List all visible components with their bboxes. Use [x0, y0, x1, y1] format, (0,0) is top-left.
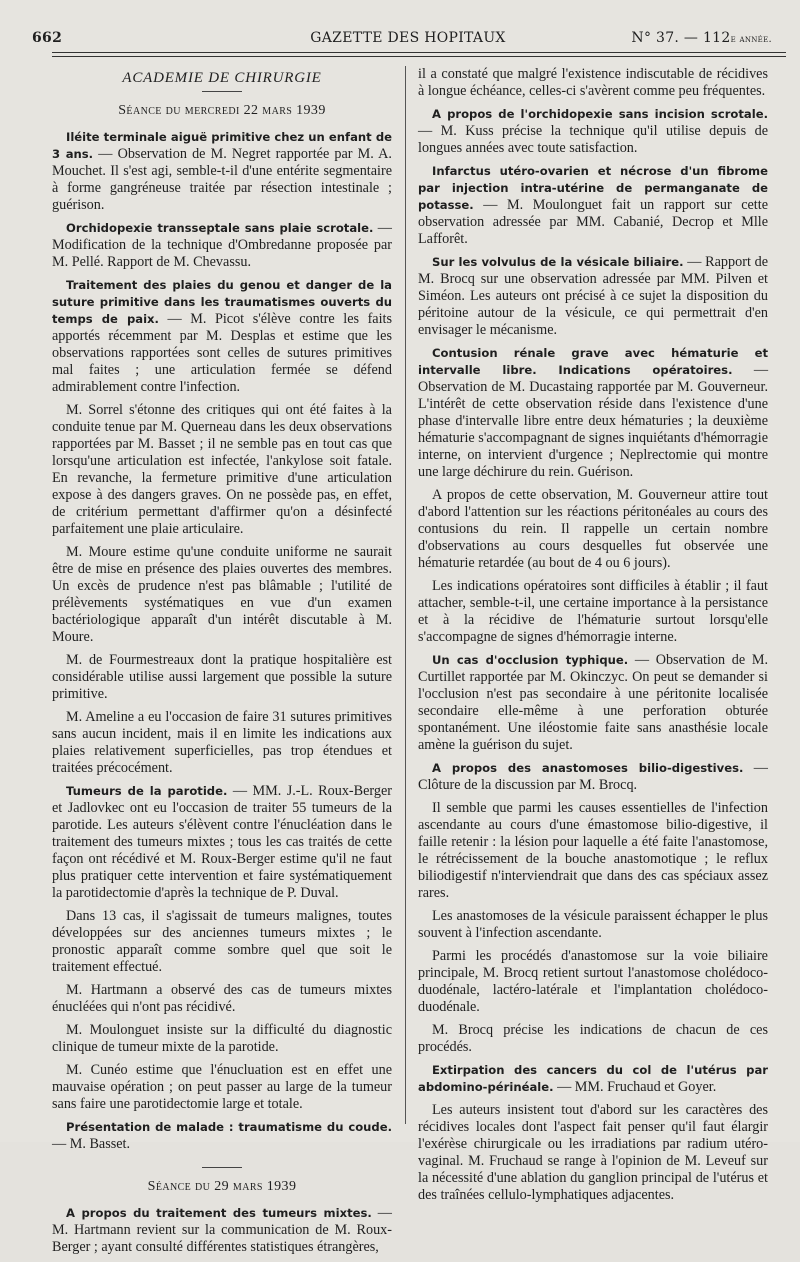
paragraph	[52, 220, 392, 271]
paragraph: Il semble que parmi les causes essentielles de l'infection ascendante au cours d'une émastomose bilio-digestive, il faille retenir : la lésion pour laquelle a été faite l'anastomose, le rétrécissement de la bouche anastomotique ; le reflux biliodigestif n'interviendrait que dans des cas spéciaux assez rares.	[418, 800, 768, 901]
paragraph: Les indications opératoires sont difficiles à établir ; il faut attacher, semble-t-il, une certaine importance à la persistance et à la récidive de l'hématurie surtout lorsqu'elle s'accompagne de signes d'hémorragie interne.	[418, 578, 768, 645]
paragraph	[418, 106, 768, 157]
paragraph: il a constaté que malgré l'existence indiscutable de récidives à longue échéance, celles-ci s'avèrent comme peu fréquentes.	[418, 66, 768, 99]
page-number: 662	[32, 30, 63, 46]
paragraph-text: — Modification de la technique d'Ombredanne proposée par M. Pellé. Rapport de M. Chevassu.	[52, 220, 392, 270]
paragraph-text: — MM. Fruchaud et Goyer.	[553, 1079, 717, 1095]
paragraph-lead: Infarctus utéro-ovarien et nécrose d'un fibrome par injection intra-utérine de permanganate de potasse.	[418, 164, 768, 212]
paragraph-lead: Contusion rénale grave avec hématurie et intervalle libre. Indications opératoires.	[418, 346, 768, 377]
paragraph: Les auteurs insistent tout d'abord sur les caractères des récidives locales dont l'aspect fait penser qu'il faut élargir l'exérèse chirurgicale ou les irradiations par radium utéro-vaginal. M. Fruchaud se range à l'opinion de M. Leveuf sur la nécessité d'une ablation du ganglion principal de l'utérus et des traînées cellulo-lymphatiques adjacentes.	[418, 1102, 768, 1203]
paragraph: A propos de cette observation, M. Gouverneur attire tout d'abord l'attention sur les réactions péritonéales au cours des contusions du rein. Il rappelle un certain nombre d'observations au cours desquelles fut observée une hématurie retardée (au bout de 4 ou 6 jours).	[418, 487, 768, 571]
paragraph-text: — Clôture de la discussion par M. Brocq.	[418, 760, 768, 793]
session-heading-2: Séance du 29 mars 1939	[147, 1179, 297, 1194]
paragraph-lead: Orchidopexie transseptale sans plaie scrotale.	[66, 221, 374, 235]
issue-label: N° 37. — 112	[631, 30, 731, 46]
paragraph	[418, 760, 768, 794]
paragraph: M. Moulonguet insiste sur la difficulté du diagnostic clinique de tumeur mixte de la parotide.	[52, 1022, 392, 1055]
paragraph-text: — M. Kuss précise la technique qu'il utilise depuis de longues années avec toute satisfaction.	[418, 123, 768, 156]
paragraph-text: — M. Moulonguet fait un rapport sur cette observation adressée par MM. Cabanié, Decrop et Mlle Lafforêt.	[418, 197, 768, 247]
paragraph: M. Cunéo estime que l'énucluation est en effet une mauvaise opération ; on peut passer au large de la tumeur sans faire une parotidectomie large et totale.	[52, 1062, 392, 1112]
paragraph: Parmi les procédés d'anastomose sur la voie biliaire principale, M. Brocq retient surtout l'anastomose cholédoco-duodénale, lactéro-latérale et l'implantation cholédoco-duodénale.	[418, 948, 768, 1015]
header-rule	[52, 52, 786, 57]
paragraph-lead: A propos de l'orchidopexie sans incision scrotale.	[432, 107, 768, 121]
paragraph: M. Brocq précise les indications de chacun de ces procédés.	[418, 1022, 768, 1055]
session-rule	[202, 1167, 242, 1168]
paragraph	[52, 783, 392, 902]
section-title: ACADEMIE DE CHIRURGIE	[122, 70, 322, 86]
paragraph-lead: Extirpation des cancers du col de l'utérus par abdomino-périnéale.	[418, 1063, 768, 1094]
paragraph-text: — Observation de M. Ducastaing rapportée par M. Gouverneur. L'intérêt de cette observation réside dans l'existence d'une phase d'intervalle libre entre deux hématuries ; la deuxième hématurie s'accompagnant de signes inquiétants d'hémorragie interne, on intervient d'urgence ; Neplrectomie qui montre une large déchirure du rein. Guérison.	[418, 362, 769, 480]
paragraph-text: — Observation de M. Curtillet rapportée par M. Okinczyc. On peut se demander si l'occlusion n'est pas secondaire à une péritonite localisée secondaire elle-même à une perforation obturée spontanément. Une iléostomie faite sans anasthésie locale amène la guérison du sujet.	[418, 652, 768, 753]
paragraph: M. Moure estime qu'une conduite uniforme ne saurait être de mise en présence des plaies ouvertes des membres. Un excès de prudence n'est pas blâmable ; l'utilité de prélèvements systématiques en vue d'un examen bactériologique apparaît d'un intérêt discutable à M. Moure.	[52, 544, 392, 645]
paragraph	[52, 277, 392, 396]
paragraph	[418, 254, 768, 339]
paragraph: M. Ameline a eu l'occasion de faire 31 sutures primitives sans aucun incident, mais il en limite les indications aux plaies relativement superficielles, pas trop étendues et traitées précocément.	[52, 709, 392, 776]
paragraph-text: — M. Basset.	[52, 1136, 131, 1152]
running-header	[30, 30, 786, 50]
issue-suffix: e année.	[730, 34, 772, 45]
left-column	[52, 66, 392, 1262]
paragraph: Les anastomoses de la vésicule paraissent échapper le plus souvent à l'infection ascendante.	[418, 908, 768, 941]
paragraph	[52, 1205, 392, 1256]
paragraph	[418, 345, 768, 481]
issue-number	[631, 30, 772, 46]
paragraph-lead: Sur les volvulus de la vésicale biliaire.	[432, 255, 684, 269]
paragraph-lead: Traitement des plaies du genou et danger de la suture primitive dans les traumatismes ouverts du temps de paix.	[52, 278, 392, 326]
paragraph: M. Hartmann a observé des cas de tumeurs mixtes énucléées qui n'ont pas récidivé.	[52, 982, 392, 1015]
title-rule	[202, 91, 242, 92]
paragraph-lead: A propos du traitement des tumeurs mixtes.	[66, 1206, 372, 1220]
paragraph	[418, 163, 768, 248]
paragraph: Dans 13 cas, il s'agissait de tumeurs malignes, toutes développées sur des anciennes tumeurs mixtes ; le pronostic apparaît comme sombre quel que soit le traitement effectué.	[52, 908, 392, 975]
paragraph-lead: Iléite terminale aiguë primitive chez un enfant de 3 ans.	[52, 130, 392, 161]
paragraph-lead: Présentation de malade : traumatisme du coude.	[66, 1120, 392, 1134]
paragraph: M. Sorrel s'étonne des critiques qui ont été faites à la conduite tenue par M. Querneau dans les deux observations rapportées par M. Basset ; il ne semble pas en tout cas que lorsqu'une articulation est infectée, l'ankylose soit fatale. En revanche, la fermeture primitive d'une articulation expose à des dangers graves. On ne possède pas, en effet, de critérium permettant d'affirmer qu'on a désinfecté parfaitement une plaie articulaire.	[52, 402, 392, 537]
paragraph-text: — M. Hartmann revient sur la communication de M. Roux-Berger ; ayant consulté différentes statistiques étrangères,	[52, 1205, 392, 1255]
column-divider	[405, 66, 406, 1124]
paragraph	[418, 1062, 768, 1096]
right-column	[418, 66, 768, 1210]
paragraph-lead: Un cas d'occlusion typhique.	[432, 653, 629, 667]
paragraph	[52, 129, 392, 214]
paragraph-lead: A propos des anastomoses bilio-digestives.	[432, 761, 744, 775]
paragraph-text: — Observation de M. Negret rapportée par M. A. Mouchet. Il s'est agi, semble-t-il d'une entérite segmentaire à forme gangréneuse traitée par résection intestinale ; guérison.	[52, 146, 392, 213]
paragraph: M. de Fourmestreaux dont la pratique hospitalière est considérable utilise aussi largement que possible la suture primitive.	[52, 652, 392, 702]
paragraph-text: — Rapport de M. Brocq sur une observation adressée par MM. Pilven et Siméon. Les auteurs ont précisé à ce sujet la disposition du péritoine autour de la vésicule, ce qui permettrait d'en envisager le mécanisme.	[418, 254, 768, 338]
paragraph-text: — MM. J.-L. Roux-Berger et Jadlovkec ont eu l'occasion de traiter 55 tumeurs de la parotide. Les auteurs s'élèvent contre l'énucléation dans le traitement des tumeurs mixtes ; tous les cas traités de cette façon ont récédivé et M. Roux-Berger estime qu'il ne faut plus pratiquer cette intervention et faire systématiquement la parotidectomie d'après la technique de P. Duval.	[52, 783, 392, 901]
paragraph-lead: Tumeurs de la parotide.	[66, 784, 228, 798]
journal-title: GAZETTE DES HOPITAUX	[310, 30, 506, 46]
paragraph	[52, 1119, 392, 1153]
paragraph	[418, 652, 768, 754]
session-heading-1: Séance du mercredi 22 mars 1939	[118, 103, 326, 118]
paragraph-text: — M. Picot s'élève contre les faits apportés récemment par M. Desplas et estime que les observations rapportées sont celles de sutures primitives mal faites ; une articulation fermée se défend admirablement contre l'infection.	[52, 311, 393, 395]
